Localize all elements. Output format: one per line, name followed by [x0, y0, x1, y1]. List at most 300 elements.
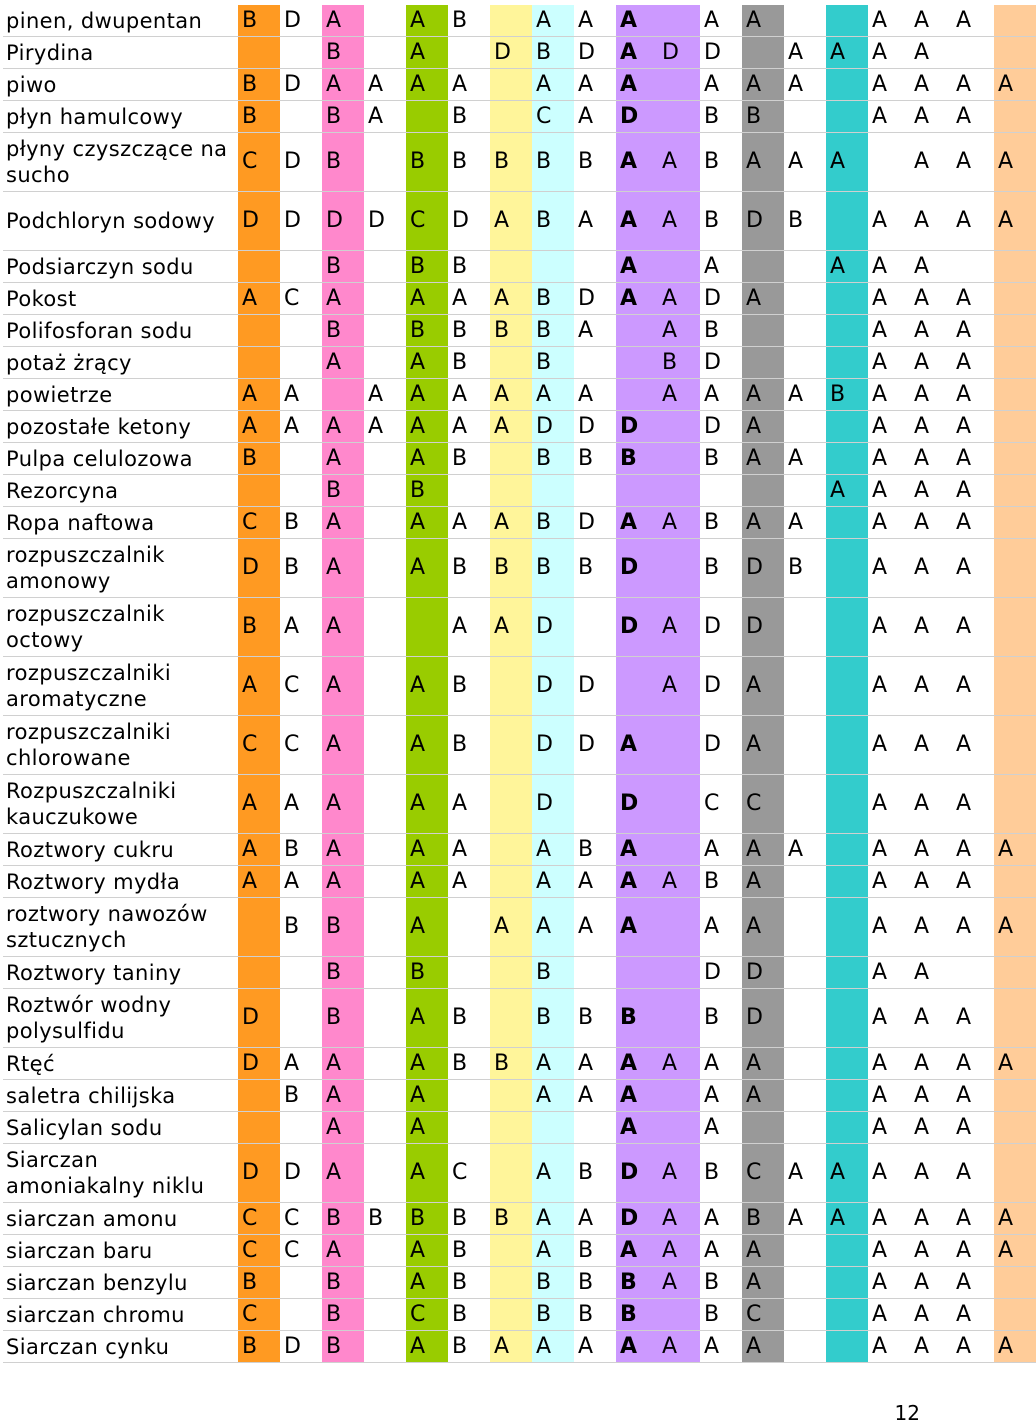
- rating-cell: A: [742, 283, 784, 315]
- rating-cell: A: [994, 1331, 1036, 1363]
- rating-cell: D: [322, 192, 364, 251]
- rating-cell: A: [994, 834, 1036, 866]
- table-row: [3, 1331, 1036, 1363]
- rating-cell: A: [280, 598, 322, 657]
- rating-cell: A: [700, 5, 742, 37]
- rating-cell: A: [238, 657, 280, 716]
- substance-name: siarczan chromu: [3, 1299, 238, 1331]
- rating-cell: A: [574, 101, 616, 133]
- rating-cell: A: [616, 1235, 658, 1267]
- rating-cell: A: [868, 1048, 910, 1080]
- rating-cell: A: [490, 192, 532, 251]
- rating-cell: A: [406, 716, 448, 775]
- rating-cell: A: [868, 775, 910, 834]
- rating-cell: A: [826, 1203, 868, 1235]
- rating-cell: [826, 989, 868, 1048]
- rating-cell: [364, 957, 406, 989]
- rating-cell: A: [910, 957, 952, 989]
- rating-cell: [490, 989, 532, 1048]
- rating-cell: [280, 475, 322, 507]
- rating-cell: [994, 775, 1036, 834]
- rating-cell: [406, 101, 448, 133]
- rating-cell: [700, 475, 742, 507]
- table-row: [3, 539, 1036, 598]
- rating-cell: [280, 37, 322, 69]
- rating-cell: A: [952, 1299, 994, 1331]
- rating-cell: A: [238, 379, 280, 411]
- rating-cell: B: [280, 834, 322, 866]
- rating-cell: A: [322, 866, 364, 898]
- rating-cell: D: [700, 411, 742, 443]
- rating-cell: [490, 475, 532, 507]
- rating-cell: A: [700, 1048, 742, 1080]
- rating-cell: A: [322, 1048, 364, 1080]
- rating-cell: B: [406, 957, 448, 989]
- rating-cell: B: [532, 283, 574, 315]
- rating-cell: A: [532, 69, 574, 101]
- rating-cell: [238, 475, 280, 507]
- rating-cell: A: [448, 507, 490, 539]
- rating-cell: B: [700, 315, 742, 347]
- rating-cell: A: [742, 443, 784, 475]
- table-row: [3, 101, 1036, 133]
- rating-cell: [448, 957, 490, 989]
- table-row: [3, 598, 1036, 657]
- rating-cell: B: [238, 5, 280, 37]
- table-row: [3, 775, 1036, 834]
- rating-cell: [364, 657, 406, 716]
- rating-cell: A: [700, 69, 742, 101]
- rating-cell: A: [448, 598, 490, 657]
- rating-cell: [448, 475, 490, 507]
- rating-cell: A: [406, 69, 448, 101]
- rating-cell: A: [784, 1203, 826, 1235]
- rating-cell: A: [574, 315, 616, 347]
- rating-cell: B: [406, 315, 448, 347]
- table-row: [3, 1048, 1036, 1080]
- rating-cell: A: [658, 379, 700, 411]
- rating-cell: [238, 1112, 280, 1144]
- rating-cell: B: [700, 101, 742, 133]
- rating-cell: [826, 347, 868, 379]
- rating-cell: D: [700, 598, 742, 657]
- substance-name: saletra chilijska: [3, 1080, 238, 1112]
- rating-cell: [490, 101, 532, 133]
- rating-cell: [742, 475, 784, 507]
- rating-cell: D: [238, 539, 280, 598]
- rating-cell: C: [448, 1144, 490, 1203]
- substance-name: płyny czyszczące na sucho: [3, 133, 238, 192]
- rating-cell: D: [532, 775, 574, 834]
- rating-cell: D: [700, 657, 742, 716]
- rating-cell: [364, 898, 406, 957]
- rating-cell: A: [868, 347, 910, 379]
- rating-cell: B: [490, 1203, 532, 1235]
- rating-cell: [658, 989, 700, 1048]
- rating-cell: A: [826, 251, 868, 283]
- rating-cell: D: [238, 989, 280, 1048]
- substance-name: Rozpuszczalniki kauczukowe: [3, 775, 238, 834]
- rating-cell: A: [574, 1048, 616, 1080]
- rating-cell: A: [448, 411, 490, 443]
- rating-cell: B: [448, 1331, 490, 1363]
- rating-cell: [826, 957, 868, 989]
- rating-cell: [238, 37, 280, 69]
- rating-cell: [490, 716, 532, 775]
- rating-cell: A: [616, 1112, 658, 1144]
- rating-cell: A: [532, 5, 574, 37]
- rating-cell: A: [784, 37, 826, 69]
- rating-cell: A: [406, 657, 448, 716]
- rating-cell: B: [238, 101, 280, 133]
- rating-cell: A: [406, 411, 448, 443]
- rating-cell: B: [574, 133, 616, 192]
- rating-cell: [490, 1144, 532, 1203]
- rating-cell: [616, 347, 658, 379]
- rating-cell: A: [322, 443, 364, 475]
- substance-name: Pokost: [3, 283, 238, 315]
- rating-cell: A: [616, 37, 658, 69]
- rating-cell: A: [910, 475, 952, 507]
- rating-cell: [280, 1267, 322, 1299]
- rating-cell: C: [280, 1203, 322, 1235]
- rating-cell: [658, 101, 700, 133]
- rating-cell: B: [322, 37, 364, 69]
- rating-cell: A: [742, 834, 784, 866]
- rating-cell: A: [742, 379, 784, 411]
- rating-cell: A: [994, 69, 1036, 101]
- rating-cell: A: [952, 475, 994, 507]
- rating-cell: C: [742, 775, 784, 834]
- rating-cell: D: [238, 1144, 280, 1203]
- rating-cell: A: [532, 898, 574, 957]
- rating-cell: A: [868, 1144, 910, 1203]
- rating-cell: A: [868, 379, 910, 411]
- rating-cell: [658, 443, 700, 475]
- rating-cell: A: [616, 898, 658, 957]
- rating-cell: A: [952, 5, 994, 37]
- rating-cell: A: [742, 1267, 784, 1299]
- rating-cell: [658, 251, 700, 283]
- rating-cell: [574, 598, 616, 657]
- rating-cell: [742, 1112, 784, 1144]
- rating-cell: A: [700, 1203, 742, 1235]
- rating-cell: A: [910, 1112, 952, 1144]
- rating-cell: D: [616, 539, 658, 598]
- rating-cell: [826, 716, 868, 775]
- rating-cell: C: [280, 657, 322, 716]
- rating-cell: B: [280, 898, 322, 957]
- rating-cell: [364, 251, 406, 283]
- rating-cell: A: [868, 251, 910, 283]
- rating-cell: A: [574, 5, 616, 37]
- table-row: [3, 192, 1036, 251]
- table-row: [3, 1203, 1036, 1235]
- rating-cell: A: [616, 251, 658, 283]
- rating-cell: [742, 315, 784, 347]
- rating-cell: [658, 539, 700, 598]
- rating-cell: B: [700, 1299, 742, 1331]
- rating-cell: A: [238, 834, 280, 866]
- substance-name: Rezorcyna: [3, 475, 238, 507]
- rating-cell: A: [574, 866, 616, 898]
- rating-cell: A: [700, 251, 742, 283]
- rating-cell: D: [448, 192, 490, 251]
- rating-cell: D: [280, 69, 322, 101]
- rating-cell: A: [868, 539, 910, 598]
- substance-name: Roztwór wodny polysulfidu: [3, 989, 238, 1048]
- rating-cell: A: [574, 192, 616, 251]
- rating-cell: A: [322, 507, 364, 539]
- rating-cell: D: [574, 716, 616, 775]
- rating-cell: A: [868, 1203, 910, 1235]
- rating-cell: B: [322, 101, 364, 133]
- table-row: [3, 443, 1036, 475]
- rating-cell: A: [700, 1080, 742, 1112]
- rating-cell: [826, 283, 868, 315]
- rating-cell: B: [448, 133, 490, 192]
- rating-cell: [364, 1267, 406, 1299]
- rating-cell: A: [952, 898, 994, 957]
- table-row: [3, 957, 1036, 989]
- rating-cell: D: [658, 37, 700, 69]
- rating-cell: A: [910, 775, 952, 834]
- rating-cell: B: [784, 192, 826, 251]
- rating-cell: D: [616, 101, 658, 133]
- rating-cell: A: [322, 1235, 364, 1267]
- rating-cell: [994, 716, 1036, 775]
- rating-cell: A: [868, 192, 910, 251]
- table-row: [3, 1267, 1036, 1299]
- page-number: 12: [894, 1401, 920, 1425]
- substance-name: powietrze: [3, 379, 238, 411]
- rating-cell: [364, 1144, 406, 1203]
- rating-cell: [994, 379, 1036, 411]
- rating-cell: [238, 898, 280, 957]
- rating-cell: [784, 898, 826, 957]
- rating-cell: B: [448, 657, 490, 716]
- rating-cell: [364, 834, 406, 866]
- rating-cell: [826, 443, 868, 475]
- rating-cell: D: [280, 133, 322, 192]
- rating-cell: [826, 1331, 868, 1363]
- rating-cell: [994, 539, 1036, 598]
- rating-cell: A: [742, 898, 784, 957]
- rating-cell: A: [994, 1203, 1036, 1235]
- rating-cell: C: [280, 1235, 322, 1267]
- rating-cell: [490, 775, 532, 834]
- rating-cell: A: [952, 443, 994, 475]
- rating-cell: B: [616, 1267, 658, 1299]
- rating-cell: [616, 657, 658, 716]
- rating-cell: A: [952, 347, 994, 379]
- rating-cell: A: [868, 443, 910, 475]
- rating-cell: A: [910, 898, 952, 957]
- rating-cell: [532, 1112, 574, 1144]
- rating-cell: B: [448, 1235, 490, 1267]
- rating-cell: [490, 1235, 532, 1267]
- rating-cell: A: [574, 898, 616, 957]
- rating-cell: A: [868, 866, 910, 898]
- substance-name: potaż żrący: [3, 347, 238, 379]
- rating-cell: [784, 1235, 826, 1267]
- rating-cell: [784, 775, 826, 834]
- rating-cell: C: [532, 101, 574, 133]
- rating-cell: [826, 315, 868, 347]
- rating-cell: [784, 475, 826, 507]
- rating-cell: A: [910, 379, 952, 411]
- rating-cell: B: [700, 133, 742, 192]
- rating-cell: D: [574, 507, 616, 539]
- rating-cell: A: [658, 1144, 700, 1203]
- rating-cell: A: [616, 1331, 658, 1363]
- rating-cell: A: [406, 507, 448, 539]
- rating-cell: [238, 315, 280, 347]
- rating-cell: A: [952, 1144, 994, 1203]
- substance-name: Pirydina: [3, 37, 238, 69]
- substance-name: Ropa naftowa: [3, 507, 238, 539]
- rating-cell: D: [574, 411, 616, 443]
- rating-cell: B: [616, 443, 658, 475]
- rating-cell: [658, 1112, 700, 1144]
- rating-cell: A: [322, 1112, 364, 1144]
- rating-cell: [490, 347, 532, 379]
- rating-cell: B: [574, 1299, 616, 1331]
- rating-cell: B: [616, 1299, 658, 1331]
- rating-cell: A: [910, 101, 952, 133]
- rating-cell: [364, 598, 406, 657]
- rating-cell: [826, 1048, 868, 1080]
- substance-name: Podsiarczyn sodu: [3, 251, 238, 283]
- rating-cell: [238, 251, 280, 283]
- rating-cell: A: [868, 283, 910, 315]
- rating-cell: A: [868, 989, 910, 1048]
- rating-cell: [238, 347, 280, 379]
- rating-cell: A: [952, 866, 994, 898]
- rating-cell: D: [532, 411, 574, 443]
- rating-cell: A: [868, 69, 910, 101]
- substance-name: siarczan amonu: [3, 1203, 238, 1235]
- rating-cell: A: [952, 657, 994, 716]
- table-row: [3, 5, 1036, 37]
- rating-cell: A: [910, 192, 952, 251]
- rating-cell: A: [994, 192, 1036, 251]
- rating-cell: [826, 866, 868, 898]
- substance-name: rozpuszczalnik octowy: [3, 598, 238, 657]
- rating-cell: A: [322, 347, 364, 379]
- rating-cell: [322, 379, 364, 411]
- rating-cell: A: [910, 866, 952, 898]
- rating-cell: [658, 411, 700, 443]
- rating-cell: [364, 1048, 406, 1080]
- substance-name: piwo: [3, 69, 238, 101]
- rating-cell: [574, 475, 616, 507]
- rating-cell: B: [280, 539, 322, 598]
- rating-cell: [784, 716, 826, 775]
- rating-cell: A: [532, 379, 574, 411]
- rating-cell: A: [910, 347, 952, 379]
- rating-cell: [994, 507, 1036, 539]
- rating-cell: C: [406, 1299, 448, 1331]
- rating-cell: D: [700, 37, 742, 69]
- rating-cell: A: [868, 834, 910, 866]
- rating-cell: [784, 411, 826, 443]
- rating-cell: A: [952, 1203, 994, 1235]
- rating-cell: B: [784, 539, 826, 598]
- rating-cell: [826, 598, 868, 657]
- rating-cell: [994, 1299, 1036, 1331]
- rating-cell: [280, 989, 322, 1048]
- rating-cell: B: [448, 1299, 490, 1331]
- rating-cell: A: [952, 989, 994, 1048]
- rating-cell: [616, 379, 658, 411]
- rating-cell: [658, 475, 700, 507]
- rating-cell: A: [364, 379, 406, 411]
- rating-cell: [784, 1299, 826, 1331]
- rating-cell: [784, 315, 826, 347]
- rating-cell: A: [532, 1048, 574, 1080]
- rating-cell: A: [910, 539, 952, 598]
- rating-cell: B: [574, 443, 616, 475]
- rating-cell: A: [448, 69, 490, 101]
- rating-cell: [784, 1267, 826, 1299]
- rating-cell: B: [532, 957, 574, 989]
- rating-cell: A: [406, 775, 448, 834]
- rating-cell: D: [742, 192, 784, 251]
- rating-cell: [826, 775, 868, 834]
- rating-cell: B: [448, 716, 490, 775]
- rating-cell: A: [952, 1235, 994, 1267]
- rating-cell: A: [658, 1331, 700, 1363]
- rating-cell: B: [532, 133, 574, 192]
- rating-cell: [616, 475, 658, 507]
- rating-cell: [994, 347, 1036, 379]
- rating-cell: A: [490, 411, 532, 443]
- rating-cell: [364, 539, 406, 598]
- rating-cell: [784, 1331, 826, 1363]
- substance-name: siarczan benzylu: [3, 1267, 238, 1299]
- rating-cell: [784, 957, 826, 989]
- rating-cell: A: [742, 866, 784, 898]
- rating-cell: [364, 443, 406, 475]
- rating-cell: [280, 1299, 322, 1331]
- rating-cell: A: [868, 411, 910, 443]
- rating-cell: B: [238, 1267, 280, 1299]
- rating-cell: A: [952, 834, 994, 866]
- rating-cell: A: [910, 1048, 952, 1080]
- rating-cell: A: [406, 1267, 448, 1299]
- rating-cell: A: [868, 957, 910, 989]
- rating-cell: [574, 1112, 616, 1144]
- rating-cell: A: [574, 379, 616, 411]
- rating-cell: A: [742, 411, 784, 443]
- rating-cell: [364, 1080, 406, 1112]
- rating-cell: A: [658, 315, 700, 347]
- rating-cell: A: [322, 657, 364, 716]
- rating-cell: A: [616, 5, 658, 37]
- rating-cell: [994, 443, 1036, 475]
- rating-cell: A: [868, 507, 910, 539]
- rating-cell: [784, 101, 826, 133]
- rating-cell: [826, 1267, 868, 1299]
- rating-cell: A: [406, 1235, 448, 1267]
- substance-name: roztwory nawozów sztucznych: [3, 898, 238, 957]
- rating-cell: A: [532, 866, 574, 898]
- rating-cell: A: [406, 37, 448, 69]
- rating-cell: B: [448, 315, 490, 347]
- rating-cell: A: [238, 775, 280, 834]
- substance-name: rozpuszczalniki chlorowane: [3, 716, 238, 775]
